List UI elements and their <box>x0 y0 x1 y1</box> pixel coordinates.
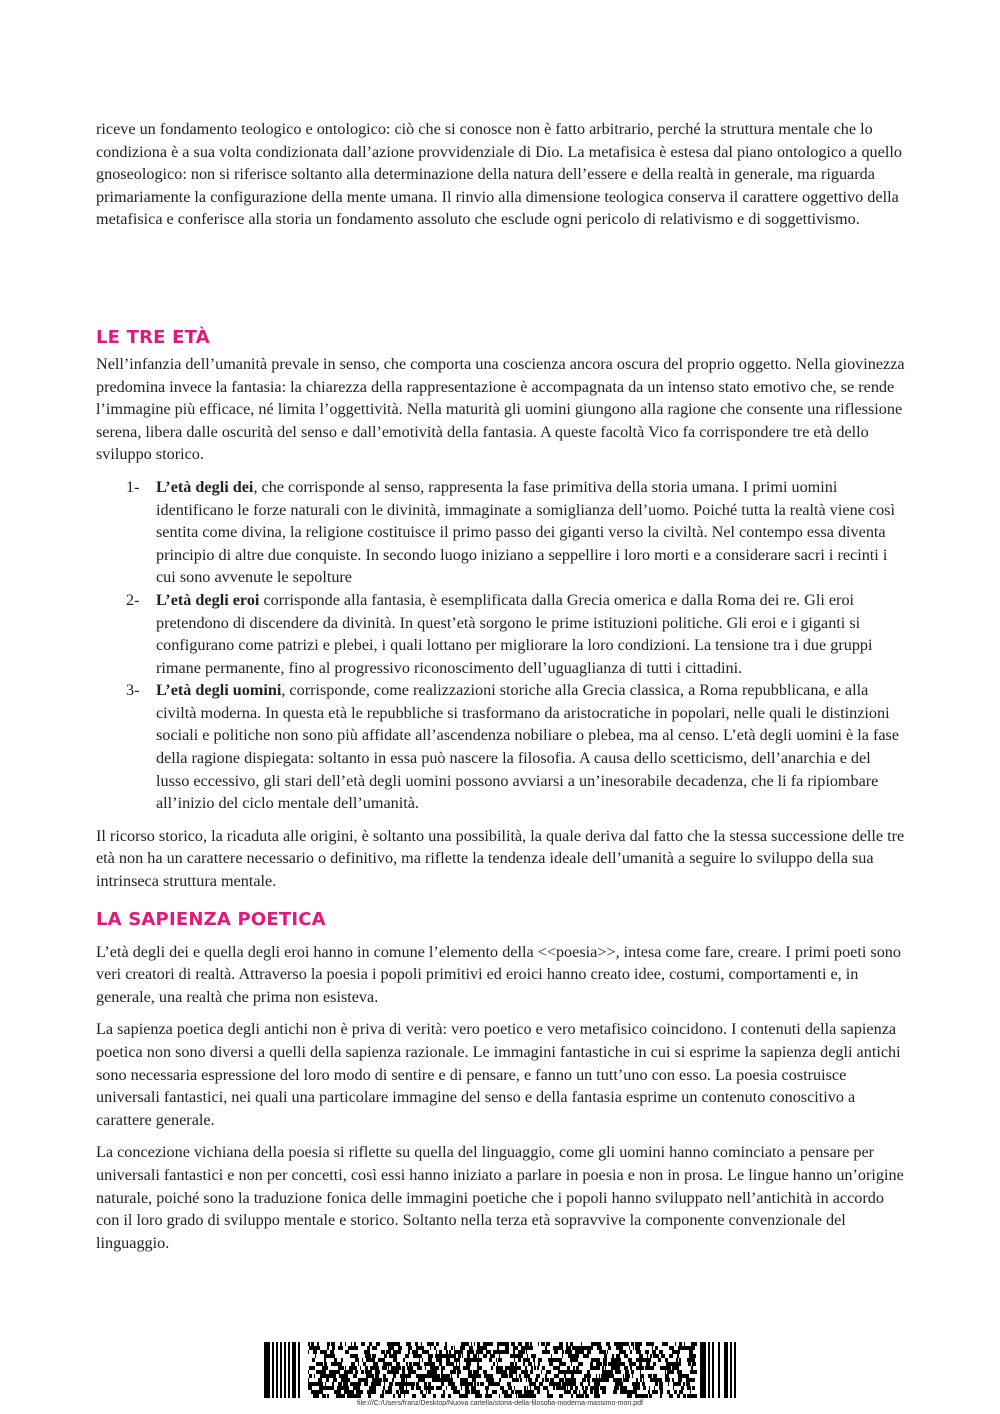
list-item <box>96 476 908 589</box>
list-item-text: , che corrisponde al senso, rappresenta la fase primitiva della storia umana. I primi uomini identificano le forze naturali con le divinità, immaginate a somiglianza dell’uomo. Poiché tutta la realtà viene così sentita come divina, la religione costituisce il primo passo dei giganti verso la civiltà. Nel contempo essa diventa principio di altre due conquiste. In secondo luogo iniziano a seppellire i loro morti e a considerare sacri i recinti i cui sono avvenute le sepolture <box>156 477 895 587</box>
intro-paragraph: riceve un fondamento teologico e ontologico: ciò che si conosce non è fatto arbitrario, perché la struttura mentale che lo condiziona è a sua volta condizionata dall’azione provvidenziale di Dio. La metafisica è estesa dal piano ontologico a quello gnoseologico: non si riferisce soltanto alla determinazione della natura dell’essere e della realtà in generale, ma riguarda primariamente la configurazione della mente umana. Il rinvio alla dimensione teologica conserva il carattere oggettivo della metafisica e conferisce alla storia un fondamento assoluto che esclude ogni pericolo di relativismo e di soggettivismo. <box>96 120 902 229</box>
list-item-number: 3- <box>126 681 140 700</box>
list-item-text: corrisponde alla fantasia, è esemplificata dalla Grecia omerica e dalla Roma dei re. Gli eroi pretendono di discendere da divinità. In quest’età sorgono le prime istituzioni politiche. Gli eroi e i giganti si configurano come patrizi e plebei, i quali lottano per migliorare la loro condizioni. La tensione tra i due gruppi rimane permanente, fino al progressivo riconoscimento dell’uguaglianza di tutti i cittadini. <box>156 590 873 677</box>
section-heading-sapienza-poetica: LA SAPIENZA POETICA <box>96 908 326 930</box>
ages-list <box>96 476 908 815</box>
list-item-title: L’età degli dei <box>156 477 254 496</box>
list-item-title: L’età degli uomini <box>156 681 282 700</box>
document-page <box>96 118 908 1254</box>
section1-paragraph: Nell’infanzia dell’umanità prevale in senso, che comporta una coscienza ancora oscura del proprio oggetto. Nella giovinezza predomina invece la fantasia: la chiarezza della rappresentazione è accompagnata da un intenso stato emotivo che, se rende l’immagine più efficace, né limita l’oggettività. Nella maturità gli uomini giungono alla ragione che consente una riflessione serena, libera dalle oscurità del senso e dall’emotività della fantasia. A queste facoltà Vico fa corrispondere tre età dello sviluppo storico. <box>96 354 905 464</box>
section2-paragraph-2: La sapienza poetica degli antichi non è priva di verità: vero poetico e vero metafisico coincidono. I contenuti della sapienza poetica non sono diversi a quelli della sapienza razionale. Le immagini fantastiche in cui si esprime la sapienza degli antichi sono necessaria espressione del loro modo di sentire e di pensare, e fanno un tutt’uno con esso. La poesia costruisce universali fantastici, nei quali una particolare immagine del senso e della fantasia esprime un contenuto conoscitivo a carattere generale. <box>96 1020 901 1129</box>
list-item-title: L’età degli eroi <box>156 590 260 609</box>
list-item-text: , corrisponde, come realizzazioni storiche alla Grecia classica, a Roma repubblicana, e alla civiltà moderna. In questa età le repubbliche si trasformano da aristocratiche in popolari, nelle quali le distinzioni sociali e politiche non sono più affidate all’ascendenza nobiliare o plebea, ma al censo. L’età degli uomini è la fase della ragione dispiegata: soltanto in essa può nascere la filosofia. A causa dello scetticismo, dell’anarchia e del lusso eccessivo, gli stari dell’età degli uomini possono avviarsi a un’inesorabile decadenza, che li fa ripiombare all’inizio del ciclo mentale dell’umanità. <box>156 681 900 813</box>
file-path: file:///C:/Users/franz/Desktop/Nuova cartella/storia-della-filosofia-moderna-massimo-mori.pdf <box>357 1400 643 1407</box>
section2-paragraph-1: L’età degli dei e quella degli eroi hanno in comune l’elemento della <<poesia>>, intesa come fare, creare. I primi poeti sono veri creatori di realtà. Attraverso la poesia i popoli primitivi ed eroici hanno creato idee, costumi, comportamenti e, in generale, una realtà che prima non esisteva. <box>96 942 901 1006</box>
list-item-number: 2- <box>126 590 140 609</box>
section2-paragraph-3: La concezione vichiana della poesia si riflette su quella del linguaggio, come gli uomini hanno cominciato a pensare per universali fantastici e non per concetti, così essi hanno iniziato a parlare in poesia e non in prosa. Le lingue hanno un’origine naturale, poiché sono la traduzione fonica delle immagini poetiche che i popoli hanno sviluppato nell’antichità in accordo con il loro grado di sviluppo mentale e storico. Soltanto nella terza età sopravvive la componente convenzionale del linguaggio. <box>96 1143 904 1252</box>
list-item <box>96 589 908 679</box>
page-footer <box>0 1342 1000 1414</box>
section1-closing-paragraph: Il ricorso storico, la ricaduta alle origini, è soltanto una possibilità, la quale deriva dal fatto che la stessa successione delle tre età non ha un carattere necessario o definitivo, ma riflette la tendenza ideale dell’umanità a seguire lo sviluppo della sua intrinseca struttura mentale. <box>96 826 905 891</box>
list-item-number: 1- <box>126 477 140 496</box>
barcode-image <box>264 1342 736 1398</box>
section-heading-tre-eta: LE TRE ETÀ <box>96 326 210 348</box>
list-item <box>96 679 908 815</box>
